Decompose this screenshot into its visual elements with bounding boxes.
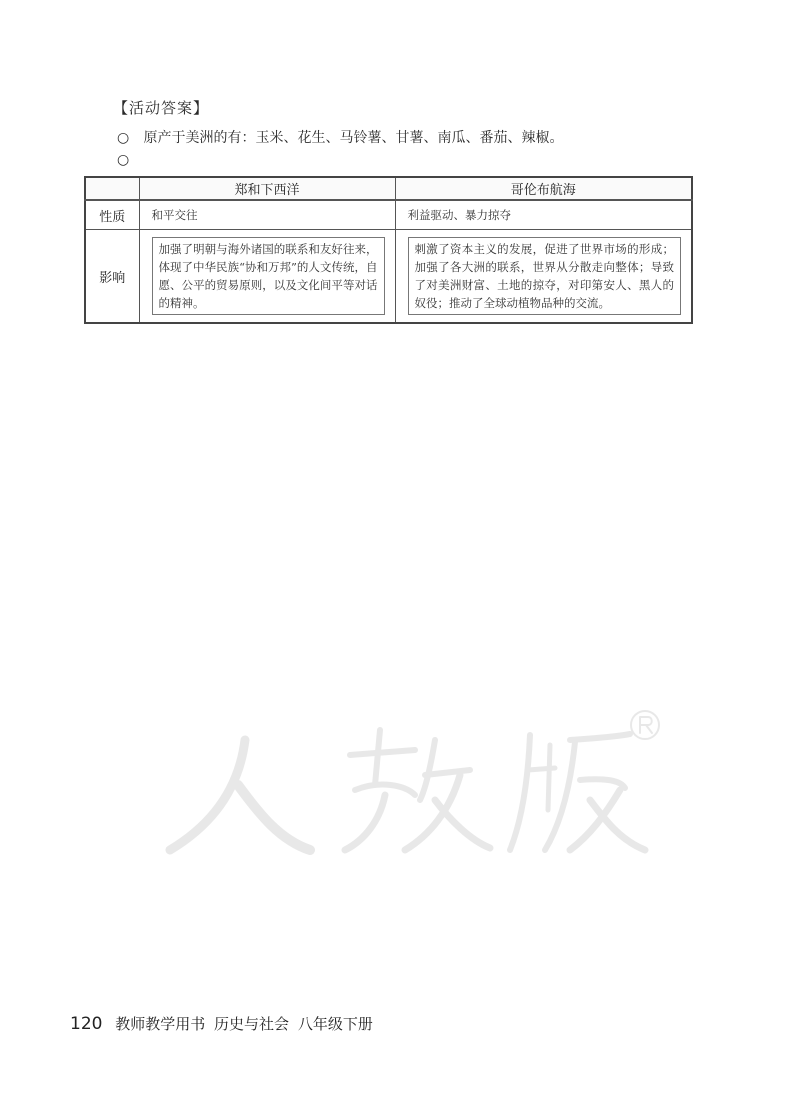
table-row [85, 230, 692, 324]
answer-item-1 [117, 127, 563, 147]
table-header-zheng-he: 郑和下西洋 [139, 177, 395, 200]
table-header-empty [85, 177, 139, 200]
table-row [85, 200, 692, 230]
page-number: 120 [70, 1014, 103, 1034]
comparison-table [84, 176, 693, 324]
circle-bullet-icon: ○ [117, 152, 130, 168]
footer-grade: 八年级下册 [297, 1015, 373, 1033]
cell-zheng-he-impact-box: 加强了明朝与海外诸国的联系和友好往来，体现了中华民族“协和万邦”的人文传统，自愿、公平的贸易原则，以及文化间平等对话的精神。 [152, 237, 385, 315]
cell-columbus-impact-box: 刺激了资本主义的发展，促进了世界市场的形成；加强了各大洲的联系，世界从分散走向整体；导致了对美洲财富、土地的掠夺，对印第安人、黑人的奴役；推动了全球动植物品种的交流。 [408, 237, 682, 315]
footer-subject: 历史与社会 [214, 1015, 290, 1033]
row-label-impact: 影响 [85, 230, 139, 324]
cell-zheng-he-impact [139, 230, 395, 324]
cell-zheng-he-nature: 和平交往 [139, 200, 395, 230]
table-header-columbus: 哥伦布航海 [395, 177, 692, 200]
footer-book-type: 教师教学用书 [115, 1015, 206, 1033]
answer-item-2 [117, 152, 131, 168]
cell-columbus-impact [395, 230, 692, 324]
cell-columbus-nature: 利益驱动、暴力掠夺 [395, 200, 692, 230]
activity-answers-header: 【活动答案】 [113, 99, 210, 117]
page-footer [70, 1013, 373, 1034]
circle-bullet-icon: ○ [117, 130, 130, 146]
publisher-watermark-logo [150, 700, 670, 870]
table-header-row [85, 177, 692, 200]
answer-item-1-text: 原产于美洲的有：玉米、花生、马铃薯、甘薯、南瓜、番茄、辣椒。 [143, 130, 564, 146]
row-label-nature: 性质 [85, 200, 139, 230]
